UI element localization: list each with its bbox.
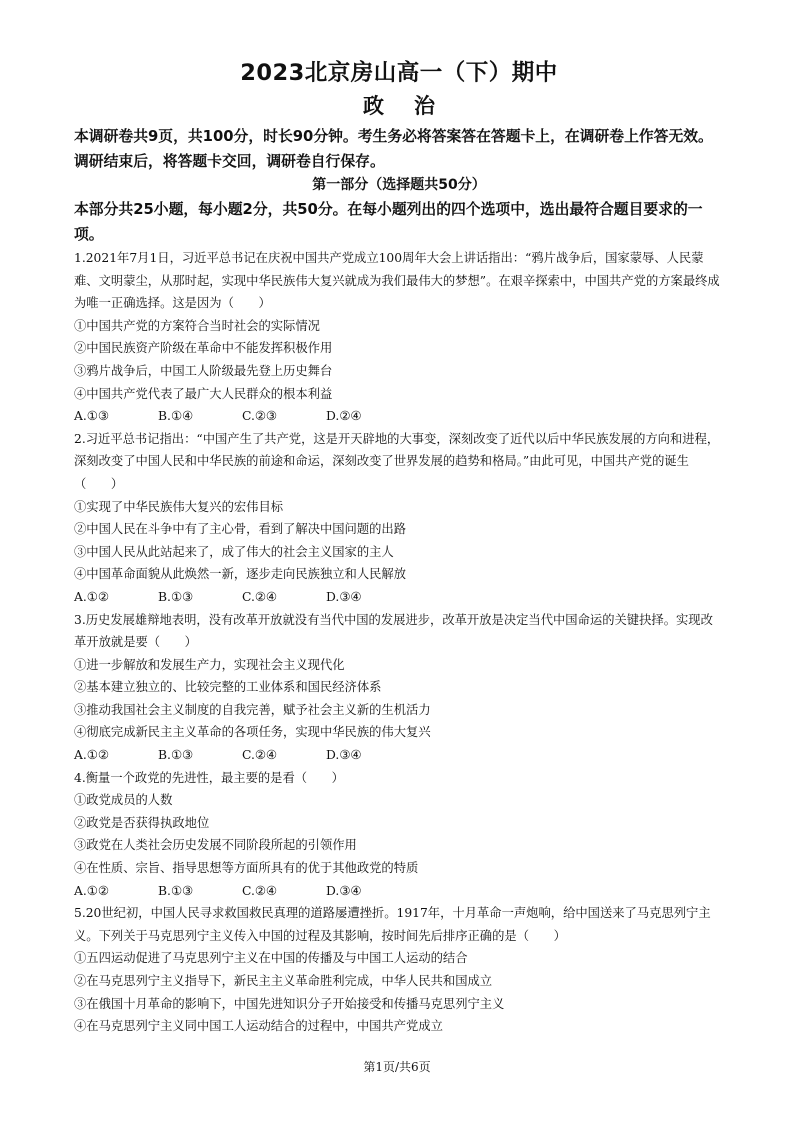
question-1 [74, 247, 724, 428]
statement-option: ④彻底完成新民主主义革命的各项任务，实现中华民族的伟大复兴 [74, 725, 431, 740]
question-4 [74, 767, 724, 903]
statement-option: ③鸦片战争后，中国工人阶级最先登上历史舞台 [74, 363, 333, 378]
question-5 [74, 902, 724, 1038]
answer-choice: A.①② [74, 589, 109, 604]
answer-choices [74, 744, 724, 767]
question-3 [74, 609, 724, 767]
statement-option: ①政党成员的人数 [74, 793, 173, 808]
answer-choices [74, 586, 724, 609]
statement-option: ①实现了中华民族伟大复兴的宏伟目标 [74, 499, 284, 514]
answer-choice: C.②④ [242, 589, 277, 604]
statement-option: ③推动我国社会主义制度的自我完善，赋予社会主义新的生机活力 [74, 702, 431, 717]
answer-choice: C.②③ [242, 409, 277, 424]
answer-choice: A.①② [74, 883, 109, 898]
answer-choice: B.①④ [158, 409, 193, 424]
exam-notice: 本调研卷共9页，共100分，时长90分钟。考生务必将答案答在答题卡上，在调研卷上作答无效。调研结束后，将答题卡交回，调研卷自行保存。 [74, 128, 713, 170]
statement-option: ②基本建立独立的、比较完整的工业体系和国民经济体系 [74, 680, 382, 695]
answer-choice: B.①③ [158, 748, 193, 763]
answer-choice: A.①③ [74, 409, 109, 424]
statement-option: ①五四运动促进了马克思列宁主义在中国的传播及与中国工人运动的结合 [74, 951, 468, 966]
answer-choice: A.①② [74, 748, 109, 763]
question-stem: 2.习近平总书记指出：“中国产生了共产党，这是开天辟地的大事变，深刻改变了近代以后中华民族发展的方向和进程，深刻改变了中国人民和中华民族的前途和命运，深刻改变了世界发展的趋势和格局。”由此可见，中国共产党的诞生（ ） [74, 431, 720, 491]
section-title: 第一部分（选择题共50分） [312, 177, 486, 193]
statement-option: ③在俄国十月革命的影响下，中国先进知识分子开始接受和传播马克思列宁主义 [74, 996, 505, 1011]
page-number: 第1页/共6页 [363, 1060, 431, 1074]
answer-choice: D.③④ [326, 748, 362, 763]
exam-title: 2023北京房山高一（下）期中 [240, 60, 558, 86]
statement-option: ③中国人民从此站起来了，成了伟大的社会主义国家的主人 [74, 544, 394, 559]
question-list [74, 247, 724, 1038]
answer-choice: D.③④ [326, 883, 362, 898]
answer-choice: B.①③ [158, 589, 193, 604]
question-stem: 5.20世纪初，中国人民寻求救国救民真理的道路屡遭挫折。1917年，十月革命一声炮响，给中国送来了马克思列宁主义。下列关于马克思列宁主义传入中国的过程及其影响，按时间先后排序正确的是（ ） [74, 906, 711, 943]
answer-choice: D.②④ [326, 409, 362, 424]
answer-choice: C.②④ [242, 748, 277, 763]
question-stem: 1.2021年7月1日，习近平总书记在庆祝中国共产党成立100周年大会上讲话指出：“鸦片战争后，国家蒙辱、人民蒙难、文明蒙尘，从那时起，实现中华民族伟大复兴就成为我们最伟大的梦想”。在艰辛探索中，中国共产党的方案最终成为唯一正确选择。这是因为（ ） [74, 251, 720, 311]
question-stem: 3.历史发展雄辩地表明，没有改革开放就没有当代中国的发展进步，改革开放是决定当代中国命运的关键抉择。实现改革开放就是要（ ） [74, 612, 713, 650]
statement-option: ④在性质、宗旨、指导思想等方面所具有的优于其他政党的特质 [74, 861, 419, 876]
statement-option: ④中国革命面貌从此焕然一新，逐步走向民族独立和人民解放 [74, 567, 407, 582]
statement-option: ②中国人民在斗争中有了主心骨，看到了解决中国问题的出路 [74, 522, 407, 537]
statement-option: ②政党是否获得执政地位 [74, 815, 210, 830]
statement-option: ④中国共产党代表了最广大人民群众的根本利益 [74, 386, 333, 401]
answer-choice: D.③④ [326, 589, 362, 604]
answer-choice: C.②④ [242, 883, 277, 898]
statement-option: ①进一步解放和发展生产力，实现社会主义现代化 [74, 657, 345, 672]
statement-option: ③政党在人类社会历史发展不同阶段所起的引领作用 [74, 838, 357, 853]
subject-title: 政治 [363, 94, 465, 118]
statement-option: ②中国民族资产阶级在革命中不能发挥积极作用 [74, 341, 333, 356]
answer-choices [74, 880, 724, 903]
section-intro: 本部分共25小题，每小题2分，共50分。在每小题列出的四个选项中，选出最符合题目要求的一项。 [74, 201, 703, 243]
statement-option: ①中国共产党的方案符合当时社会的实际情况 [74, 318, 320, 333]
statement-option: ④在马克思列宁主义同中国工人运动结合的过程中，中国共产党成立 [74, 1019, 443, 1034]
statement-option: ②在马克思列宁主义指导下，新民主主义革命胜利完成，中华人民共和国成立 [74, 974, 493, 988]
answer-choice: B.①③ [158, 883, 193, 898]
question-2 [74, 428, 724, 609]
answer-choices [74, 405, 724, 428]
question-stem: 4.衡量一个政党的先进性，最主要的是看（ ） [74, 770, 344, 785]
